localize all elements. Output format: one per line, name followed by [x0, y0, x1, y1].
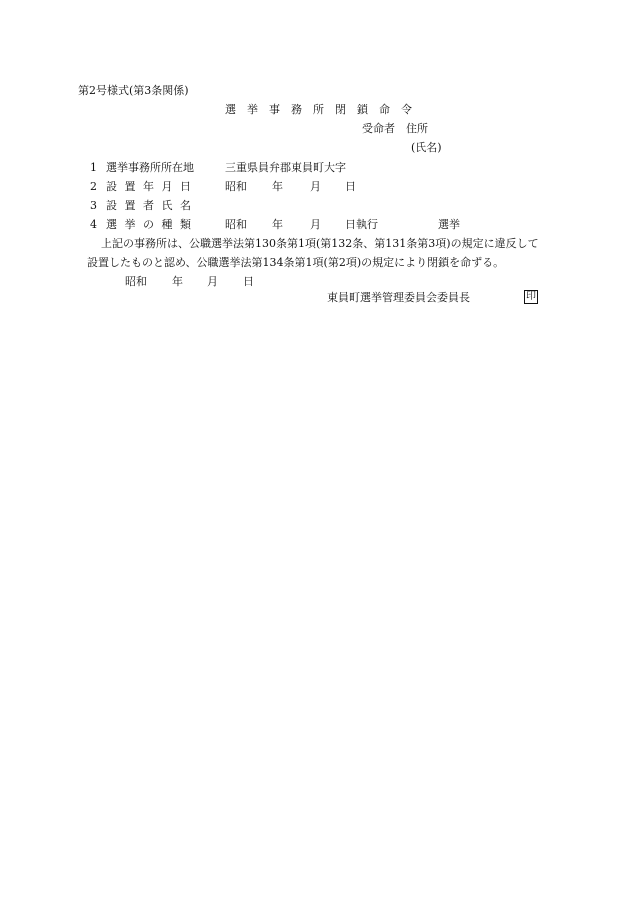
- document-title: 選挙事務所閉鎖命令: [225, 103, 423, 116]
- item-label-installer: 設置者氏名: [106, 199, 199, 212]
- item-year: 年: [272, 180, 283, 193]
- seal-stamp-box: 印: [526, 291, 536, 302]
- item-era: 昭和: [225, 218, 247, 231]
- recipient-label: 受命者: [362, 122, 395, 135]
- recipient-name-label: (氏名): [411, 141, 442, 154]
- item-number: 4: [90, 218, 97, 231]
- item-election-suffix: 選挙: [438, 218, 460, 231]
- body-line-2: 設置したものと認め、公職選挙法第134条第1項(第2項)の規定により閉鎖を命ずる。: [87, 256, 505, 269]
- item-month: 月: [310, 180, 321, 193]
- issue-day: 日: [243, 275, 254, 288]
- item-number: 2: [90, 180, 97, 193]
- form-label: 第2号様式(第3条関係): [78, 84, 189, 97]
- body-line-1: 上記の事務所は、公職選挙法第130条第1項(第132条、第131条第3項)の規定に違反して: [101, 237, 539, 250]
- item-era: 昭和: [225, 180, 247, 193]
- issue-year: 年: [172, 275, 183, 288]
- item-number: 1: [90, 161, 97, 174]
- item-month: 月: [310, 218, 321, 231]
- item-year: 年: [272, 218, 283, 231]
- issuer-title: 東員町選挙管理委員会委員長: [327, 291, 470, 304]
- item-day-executed: 日執行: [345, 218, 378, 231]
- item-number: 3: [90, 199, 97, 212]
- issue-month: 月: [207, 275, 218, 288]
- item-value-location: 三重県員弁郡東員町大字: [225, 161, 346, 174]
- item-label-location: 選挙事務所所在地: [106, 161, 194, 174]
- item-day: 日: [345, 180, 356, 193]
- issue-era: 昭和: [125, 275, 147, 288]
- item-label-election-type: 選挙の種類: [106, 218, 199, 231]
- recipient-address-label: 住所: [406, 122, 428, 135]
- item-label-setup-date: 設置年月日: [106, 180, 199, 193]
